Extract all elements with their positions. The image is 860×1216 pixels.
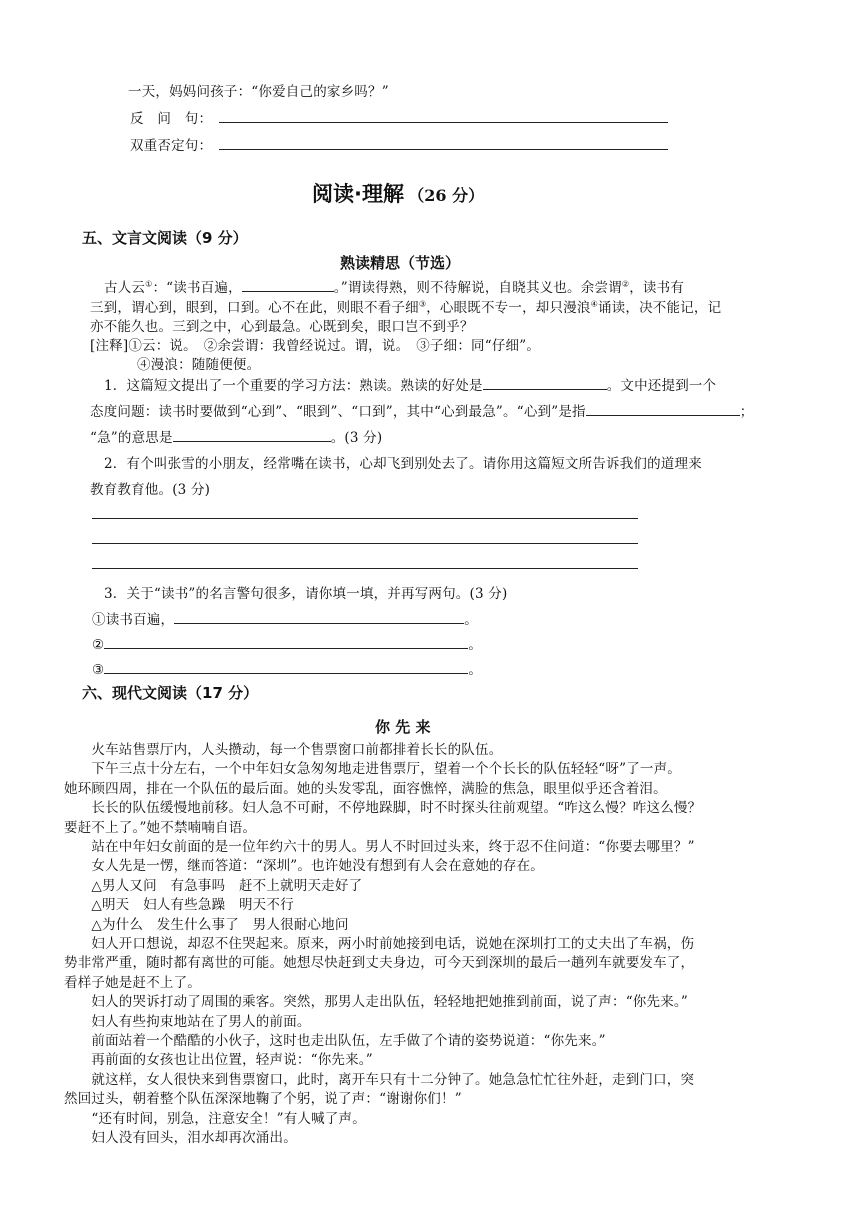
question-3-item-1: ①读书百遍， 。 (92, 608, 478, 628)
question-1-line-3: “急”的意思是 。(3 分) (90, 426, 382, 446)
story-line: △明天 妇人有些急躁 明天不行 (64, 897, 294, 914)
question-3-item-2: ② 。 (92, 633, 482, 653)
story-line: 火车站售票厅内，人头攒动，每一个售票窗口前都排着长长的队伍。 (64, 742, 503, 758)
q3-blank-2[interactable] (104, 634, 468, 649)
question-sentence: 一天，妈妈问孩子：“你爱自己的家乡吗？” (128, 84, 389, 100)
q2-answer-line[interactable] (92, 568, 638, 569)
story-line: 妇人没有回头，泪水却再次涌出。 (64, 1130, 297, 1146)
story-line: 下午三点十分左右，一个中年妇女急匆匆地走进售票厅，望着一个个长长的队伍轻轻“呀”了一声。 (64, 761, 682, 778)
question-3-item-3: ③ 。 (92, 658, 482, 678)
question-1-line-2: 态度问题：读书时要做到“心到”、“眼到”、“口到”，其中“心到最急”。“心到”是指 ； (90, 400, 753, 420)
story-line: 要赶不上了。”她不禁喃喃自语。 (64, 819, 257, 836)
q1-urgent-blank[interactable] (173, 427, 331, 442)
story-line: 站在中年妇女前面的是一位年约六十的男人。男人不时回过头来，终于忍不住问道：“你要去哪里？” (64, 839, 695, 855)
classical-text-line-2: 三到，谓心到，眼到，口到。心不在此，则眼不看子细③，心眼既不专一，却只漫浪④诵读，决不能记，记 (90, 299, 722, 316)
q1-benefit-blank[interactable] (483, 375, 607, 390)
story-line: “还有时间，别急，注意安全！”有人喊了声。 (64, 1110, 366, 1127)
annotation-line-1: [注释]①云：说。 ②余尝谓：我曾经说过。谓，说。 ③子细：同“仔细”。 (90, 338, 541, 354)
annotation-line-2: ④漫浪：随随便便。 (137, 357, 261, 373)
question-3-prompt: 3．关于“读书”的名言警句很多，请你填一填，并再写两句。(3 分) (104, 586, 508, 602)
story-line: 前面站着一个酷酷的小伙子，这时也走出队伍，左手做了个请的姿势说道：“你先来。” (64, 1033, 606, 1049)
q1-meaning-blank[interactable] (586, 401, 740, 416)
classical-text-blank[interactable] (242, 277, 334, 292)
story-line: 看样子她是赶不上了。 (64, 974, 201, 991)
q2-answer-line[interactable] (92, 543, 638, 544)
story-line: 妇人开口想说，却忍不住哭起来。原来，两小时前她接到电话，说她在深圳打工的丈夫出了车祸，伤 (64, 936, 695, 952)
question-1-line-1: 1．这篇短文提出了一个重要的学习方法：熟读。熟读的好处是 。文中还提到一个 (104, 374, 716, 394)
story-line: 然回过头，朝着整个队伍深深地鞠了个躬，说了声：“谢谢你们！” (64, 1091, 462, 1108)
story-line: 女人先是一愣，继而答道：“深圳”。也许她没有想到有人会在意她的存在。 (64, 858, 545, 875)
classical-text-title: 熟读精思（节选） (340, 254, 461, 272)
section-title: 阅读·理解 (312, 182, 404, 206)
story-line: 再前面的女孩也让出位置，轻声说：“你先来。” (64, 1052, 373, 1069)
rhetorical-question-label: 反 问 句： (130, 111, 213, 127)
rhetorical-question-answer-line[interactable] (219, 122, 668, 123)
section-score: （26 分） (408, 186, 485, 205)
q2-answer-line[interactable] (92, 518, 638, 519)
section-five-heading: 五、文言文阅读（9 分） (82, 229, 248, 247)
question-2-line-1: 2．有个叫张雪的小朋友，经常嘴在读书，心却飞到别处去了。请你用这篇短文所告诉我们的道理来 (104, 456, 702, 472)
story-line: 就这样，女人很快来到售票窗口，此时，离开车只有十二分钟了。她急急忙忙往外赶，走到门口，突 (64, 1071, 695, 1088)
classical-text-line-3: 亦不能久也。三到之中，心到最急。心既到矣，眼口岂不到乎？ (90, 319, 474, 335)
story-title: 你 先 来 (375, 718, 431, 736)
question-2-line-2: 教育教育他。(3 分) (90, 482, 211, 498)
double-negative-label: 双重否定句： (130, 138, 213, 154)
story-line: 势非常严重，随时都有离世的可能。她想尽快赶到丈夫身边，可今天到深圳的最后一趟列车就要发车了， (64, 955, 695, 972)
story-line: △为什么 发生什么事了 男人很耐心地问 (64, 916, 349, 933)
q3-blank-1[interactable] (174, 609, 464, 624)
section-six-heading: 六、现代文阅读（17 分） (82, 684, 259, 702)
story-line: 妇人有些拘束地站在了男人的前面。 (64, 1013, 311, 1030)
double-negative-answer-line[interactable] (219, 149, 668, 150)
q3-blank-3[interactable] (104, 659, 468, 674)
page-section-heading (312, 178, 484, 208)
story-line: 妇人的哭诉打动了周围的乘客。突然，那男人走出队伍，轻轻地把她推到前面，说了声：“你先来。” (64, 994, 688, 1011)
story-line: 长长的队伍缓慢地前移。妇人急不可耐，不停地跺脚，时不时探头往前观望。“咋这么慢？咋这么慢？ (64, 800, 702, 817)
story-line: △男人又问 有急事吗 赶不上就明天走好了 (64, 877, 363, 894)
classical-text-line-1: 古人云①：“读书百遍， 。”谓读得熟，则不待解说，自晓其义也。余尝谓②，读书有 (104, 276, 684, 296)
story-line: 她环顾四周，排在一个队伍的最后面。她的头发零乱，面容憔悴，满脸的焦急，眼里似乎还含着泪。 (64, 780, 667, 797)
